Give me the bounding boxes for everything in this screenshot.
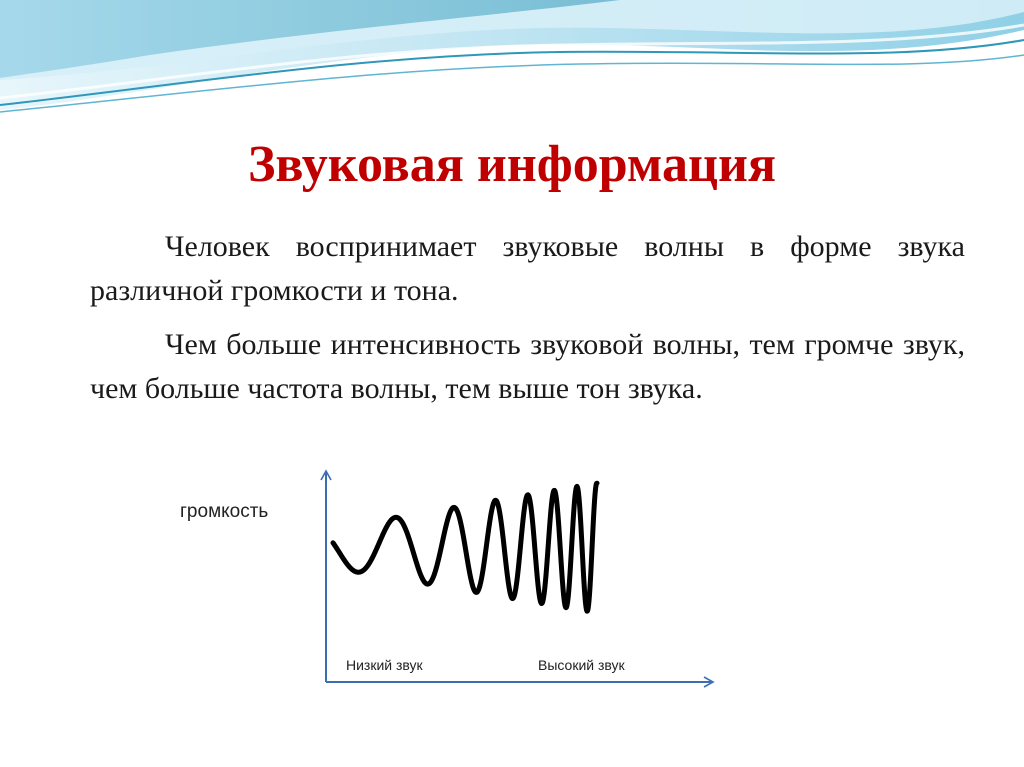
sound-wave-diagram bbox=[170, 462, 730, 702]
slide-title: Звуковая информация bbox=[247, 136, 777, 193]
paragraph-2: Чем больше интенсивность звуковой волны, тем громче звук, чем больше частота волны, тем выше тон звука. bbox=[90, 328, 965, 405]
sound-wave-icon bbox=[333, 483, 597, 611]
body-text bbox=[90, 225, 965, 421]
paragraph-1: Человек воспринимает звуковые волны в форме звука различной громкости и тона. bbox=[90, 230, 965, 307]
low-sound-label: Низкий звук bbox=[346, 657, 423, 673]
y-axis-label: громкость bbox=[180, 501, 269, 522]
header-waves-decoration bbox=[0, 0, 1024, 125]
high-sound-label: Высокий звук bbox=[538, 657, 625, 673]
